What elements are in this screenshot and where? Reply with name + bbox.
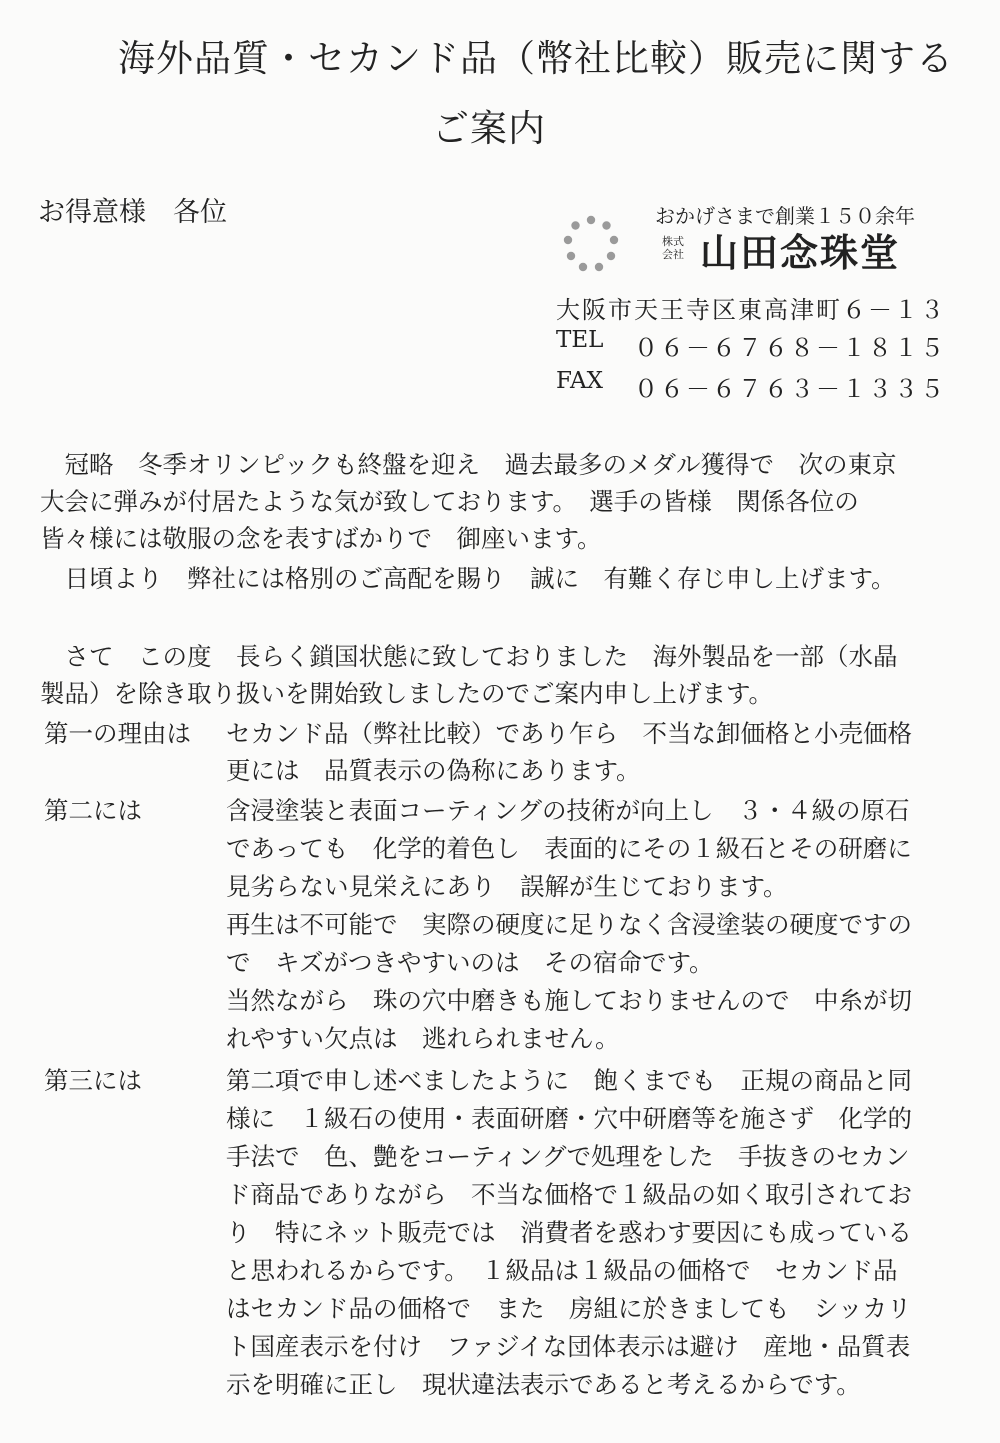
- greeting-line: 大会に弾みが付居たような気が致しております。 選手の皆様 関係各位の: [40, 487, 859, 516]
- salutation: お得意様 各位: [38, 197, 227, 228]
- reason-1-line: セカンド品（弊社比較）であり乍ら 不当な卸価格と小売価格: [226, 719, 912, 748]
- company-tagline: おかげさまで創業１５０余年: [655, 204, 915, 228]
- reason-3-line: と思われるからです。 １級品は１級品の価格で セカンド品: [226, 1256, 898, 1285]
- greeting-line: 日頃より 弊社には格別のご高配を賜り 誠に 有難く存じ申し上げます。: [40, 564, 896, 593]
- greeting-line: 冠略 冬季オリンピックも終盤を迎え 過去最多のメダル獲得で 次の東京: [40, 450, 897, 479]
- intro-line: さて この度 長らく鎖国状態に致しておりました 海外製品を一部（水晶: [40, 642, 898, 671]
- reason-2-line: 再生は不可能で 実際の硬度に足りなく含浸塗装の硬度ですの: [226, 910, 912, 939]
- dotted-circle-logo-icon: [560, 214, 622, 276]
- reason-2-line: 含浸塗装と表面コーティングの技術が向上し ３・４級の原石: [226, 796, 910, 825]
- fax-label: FAX: [556, 368, 603, 394]
- reason-1-label: 第一の理由は: [44, 719, 191, 748]
- reason-2-line: で キズがつきやすいのは その宿命です。: [226, 948, 714, 977]
- reason-3-line: 様に １級石の使用・表面研磨・穴中研磨等を施さず 化学的: [226, 1104, 912, 1133]
- reason-3-line: ト国産表示を付け ファジイな団体表示は避け 産地・品質表: [226, 1332, 911, 1361]
- reason-3-line: 手法で 色、艶をコーティングで処理をした 手抜きのセカン: [226, 1142, 910, 1171]
- reason-2-label: 第二には: [44, 796, 142, 825]
- reason-3-line: り 特にネット販売では 消費者を惑わす要因にも成っている: [226, 1218, 912, 1247]
- document-title-line-2: ご案内: [432, 107, 546, 150]
- reason-3-line: はセカンド品の価格で また 房組に於きましても シッカリ: [226, 1294, 912, 1323]
- reason-2-line: れやすい欠点は 逃れられません。: [226, 1024, 620, 1053]
- fax-number: ０６－６７６３－１３３５: [634, 375, 946, 403]
- company-name: 山田念珠堂: [700, 230, 901, 275]
- document-title-line-1: 海外品質・セカンド品（幣社比較）販売に関する: [118, 37, 954, 80]
- reason-3-line: 示を明確に正し 現状違法表示であると考えるからです。: [226, 1370, 861, 1399]
- tel-label: TEL: [556, 327, 604, 353]
- tel-number: ０６－６７６８－１８１５: [634, 334, 946, 362]
- reason-2-line: であっても 化学的着色し 表面的にその１級石とその研磨に: [226, 834, 912, 863]
- company-prefix-bottom: 会社: [662, 248, 684, 261]
- intro-line: 製品）を除き取り扱いを開始致しましたのでご案内申し上げます。: [40, 679, 774, 708]
- company-address: 大阪市天王寺区東高津町６－１３: [556, 296, 946, 324]
- reason-3-line: 第二項で申し述べましたように 飽くまでも 正規の商品と同: [226, 1066, 912, 1095]
- reason-3-line: ド商品でありながら 不当な価格で１級品の如く取引されてお: [226, 1180, 912, 1209]
- company-prefix-top: 株式: [662, 235, 684, 248]
- company-type-prefix: [662, 235, 684, 261]
- reason-2-line: 当然ながら 珠の穴中磨きも施しておりませんので 中糸が切: [226, 986, 912, 1015]
- greeting-line: 皆々様には敬服の念を表すばかりで 御座います。: [40, 524, 602, 553]
- reason-1-line: 更には 品質表示の偽称にあります。: [226, 756, 641, 785]
- reason-2-line: 見劣らない見栄えにあり 誤解が生じております。: [226, 872, 788, 901]
- reason-3-label: 第三には: [44, 1066, 142, 1095]
